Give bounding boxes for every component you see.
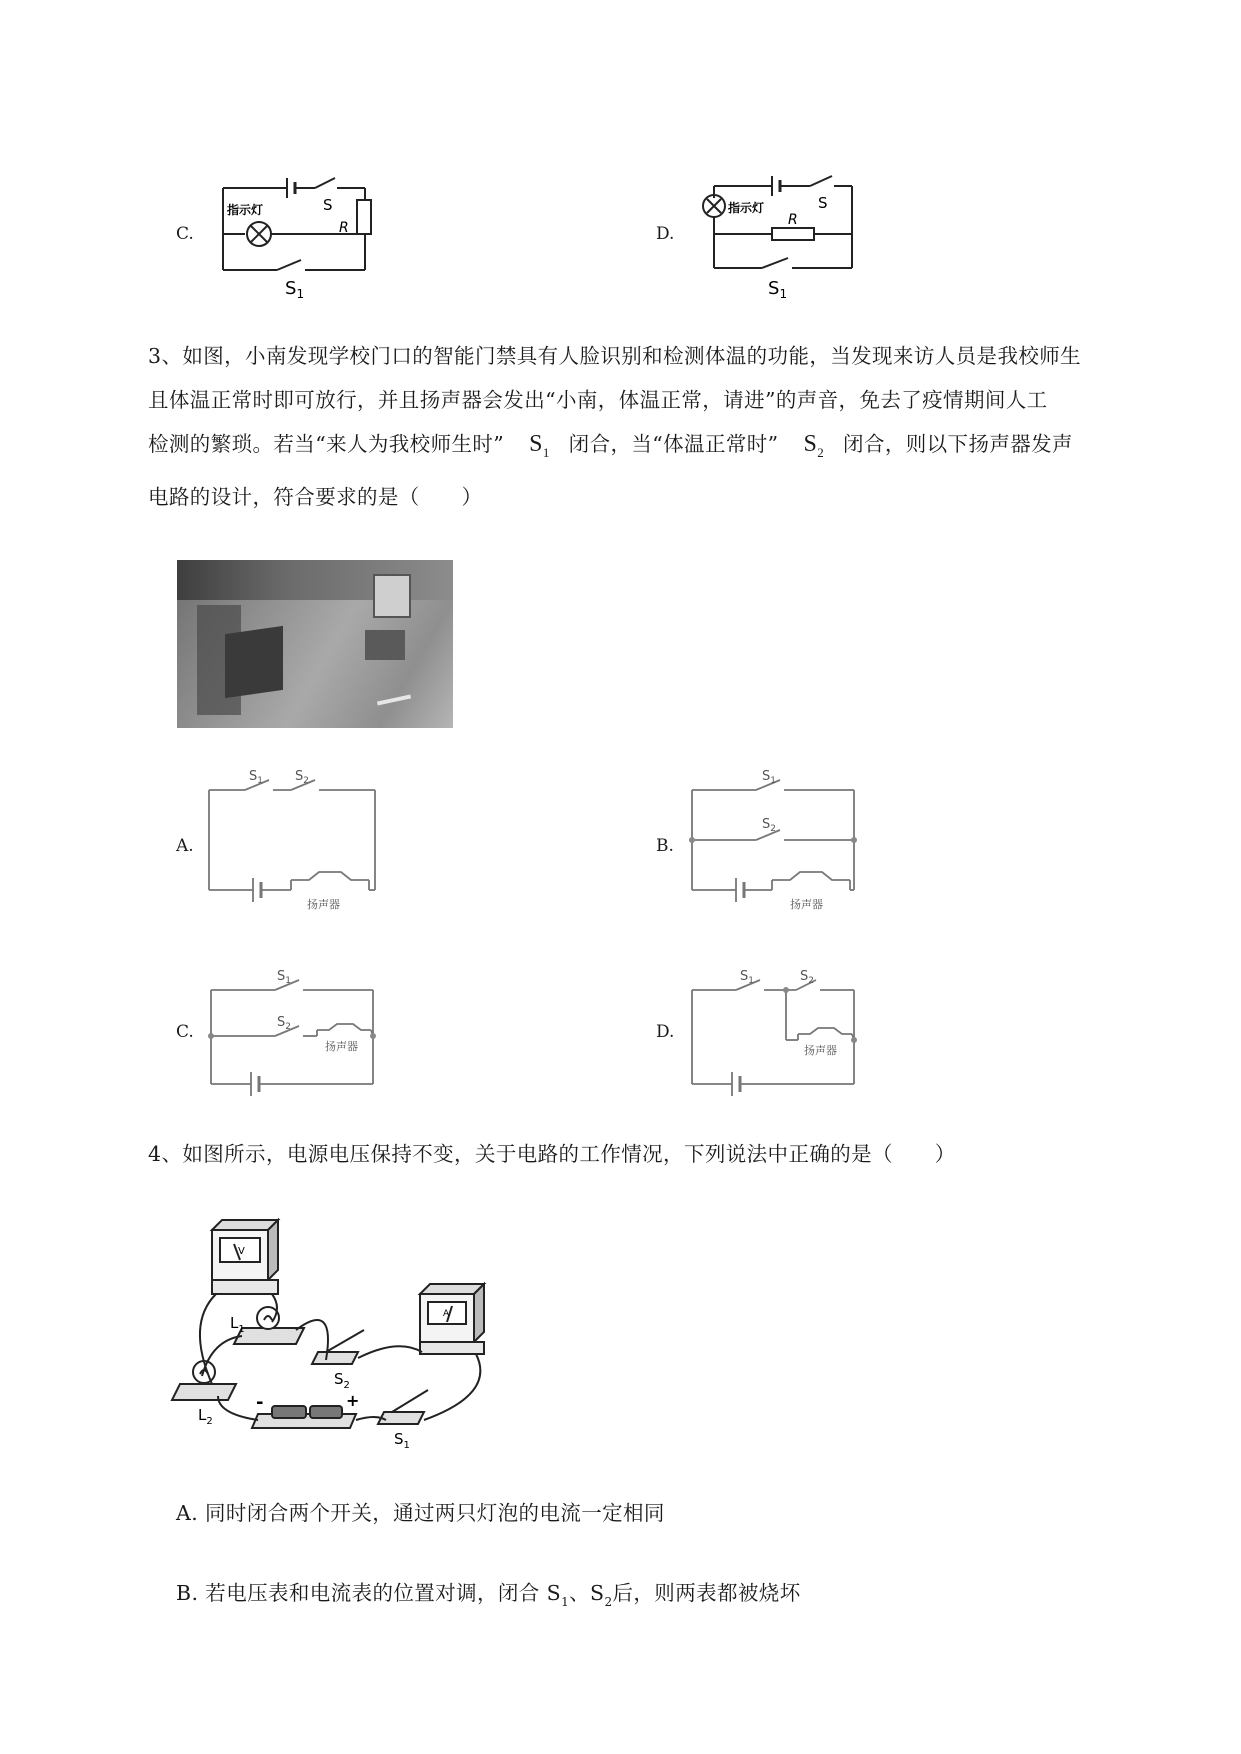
temperature-device — [373, 574, 411, 618]
smart-gate-photo — [177, 560, 453, 728]
svg-text:L2: $L_2$ — [198, 1406, 213, 1427]
q4-option-b: B. 若电压表和电流表的位置对调，闭合 $S_1$、$S_2$后，则两表都被烧坏 — [176, 1581, 801, 1609]
svg-text:S1: $S_1$ — [249, 769, 263, 786]
q3-line-4: 电路的设计，符合要求的是（ ） — [148, 485, 483, 509]
q4-option-a: A. 同时闭合两个开关，通过两只灯泡的电流一定相同 — [176, 1501, 665, 1525]
q4-circuit-illustration — [176, 1216, 496, 1451]
switch-s-label: S — [323, 196, 333, 214]
svg-text:S1: $S_1$ — [394, 1430, 410, 1451]
speaker-label: 扬声器 — [790, 898, 823, 911]
svg-text:S2: $S_2$ — [277, 1015, 291, 1032]
svg-text:-: - — [256, 1392, 264, 1413]
gate-screen — [225, 626, 283, 698]
svg-text:S1: $S_1$ — [740, 969, 754, 986]
q3-line-1: 3、如图，小南发现学校门口的智能门禁具有人脸识别和检测体温的功能，当发现来访人员是我校师生 — [148, 344, 1082, 368]
q2-option-c-circuit — [215, 170, 375, 300]
q4-line-1: 4、如图所示，电源电压保持不变，关于电路的工作情况，下列说法中正确的是（ ） — [148, 1142, 956, 1166]
svg-text:S2: $S_2$ — [334, 1370, 350, 1391]
q3-option-c-label: C. — [176, 1022, 194, 1042]
resistor-r-label: R — [788, 212, 798, 228]
q3-option-c-circuit — [205, 958, 385, 1108]
speaker-label: 扬声器 — [325, 1040, 358, 1053]
svg-text:S1: $S_1$ — [762, 769, 776, 786]
q2-option-c-label: C. — [176, 224, 194, 244]
q2-option-d-label: D. — [656, 224, 675, 244]
q3-option-d-label: D. — [656, 1022, 675, 1042]
svg-text:S1: $S_1$ — [277, 969, 291, 986]
q3-option-d-circuit — [686, 958, 866, 1108]
svg-text:S2: $S_2$ — [800, 969, 814, 986]
question-3-text — [148, 334, 1128, 519]
q3-line-2: 且体温正常时即可放行，并且扬声器会发出“小南，体温正常，请进”的声音，免去了疫情期间人工 — [148, 388, 1048, 412]
svg-text:S2: $S_2$ — [295, 769, 309, 786]
svg-text:+: + — [346, 1391, 360, 1410]
svg-text:L1: $L_1$ — [230, 1314, 245, 1335]
switch-s1-label: $S_1$ — [768, 278, 788, 301]
q3-option-a-label: A. — [176, 836, 194, 856]
svg-text:S2: $S_2$ — [762, 817, 776, 834]
indicator-label: 指示灯 — [728, 201, 765, 215]
ammeter-mark: A — [443, 1309, 450, 1319]
switch-s-label: S — [818, 194, 828, 212]
resistor-r-label: R — [339, 220, 349, 236]
q3-option-b-label: B. — [656, 836, 674, 856]
q3-option-a-circuit — [205, 768, 385, 918]
speaker-label: 扬声器 — [307, 898, 340, 911]
question-4-text — [148, 1132, 1128, 1176]
voltmeter-mark: V — [238, 1246, 245, 1257]
indicator-label: 指示灯 — [227, 203, 264, 217]
q3-option-b-circuit — [686, 768, 866, 918]
q2-option-d-circuit — [692, 168, 862, 303]
speaker-label: 扬声器 — [804, 1044, 837, 1057]
q3-line-3: 检测的繁琐。若当“来人为我校师生时” $S_1$ 闭合，当“体温正常时” $S_2$ 闭合，则以下扬声器发声 — [148, 431, 1073, 460]
switch-s1-label: $S_1$ — [285, 278, 305, 301]
